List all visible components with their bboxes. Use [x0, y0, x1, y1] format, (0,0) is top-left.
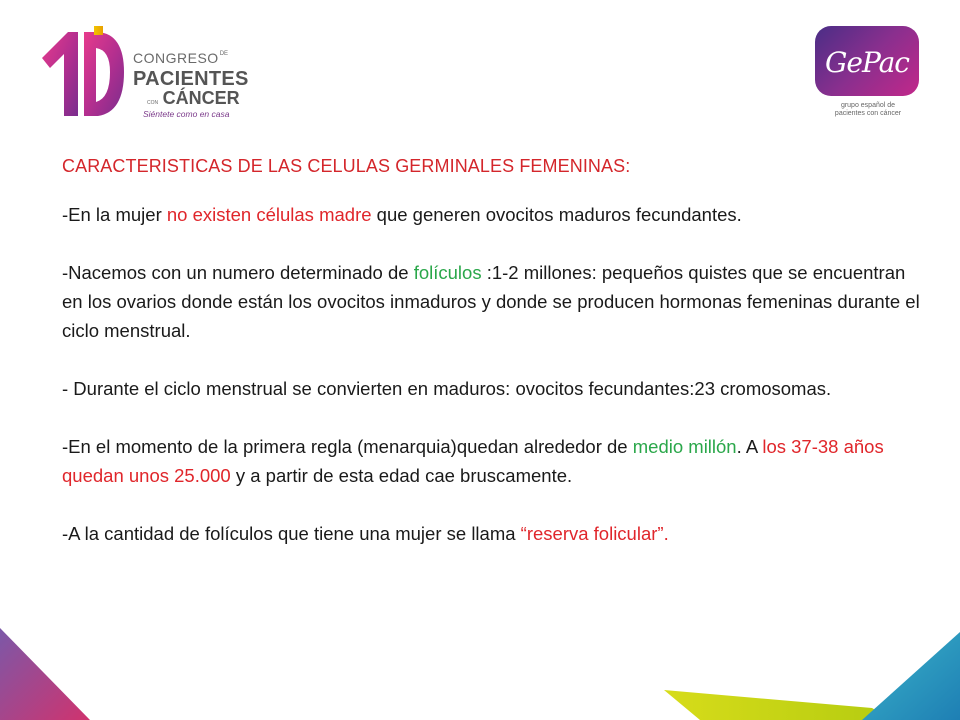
p3-text: - Durante el ciclo menstrual se convierten en maduros: ovocitos fecundantes:23 cromosomas. [62, 378, 832, 399]
p1-text-c: que generen ovocitos maduros fecundantes. [371, 204, 742, 225]
logo-tagline: Siéntete como en casa [143, 109, 230, 119]
p5-highlight: “reserva folicular”. [520, 523, 669, 544]
p4-text-a: -En el momento de la primera regla (menarquia)quedan alrededor de [62, 436, 633, 457]
p4-highlight-green: medio millón [632, 436, 737, 457]
p5-text-a: -A la cantidad de folículos que tiene una mujer se llama [62, 523, 521, 544]
logo-cancer: CÁNCER [162, 88, 240, 108]
congreso-logo-text [133, 51, 249, 119]
gepac-subtitle-line2: pacientes con cáncer [834, 110, 902, 118]
p2-text-c: :1-2 millones: pequeños quistes que se encuentran en los ovarios donde están los ovocitos inmaduros y donde se producen hormonas femeninas durante el ciclo menstrual. [62, 262, 920, 341]
paragraph-4 [62, 432, 922, 490]
gepac-wordmark: GePac [825, 46, 909, 79]
bottom-yellow-shape [664, 690, 892, 720]
p1-text-a: -En la mujer [62, 204, 167, 225]
p2-text-a: -Nacemos con un numero determinado de [62, 262, 414, 283]
p1-highlight: no existen células madre [166, 204, 372, 225]
logo-pacientes: PACIENTES [133, 68, 249, 90]
p4-highlight-red: los 37-38 años quedan unos 25.000 [62, 436, 884, 486]
number-10-logo-icon [38, 24, 133, 124]
gepac-subtitle-line1: grupo español de [840, 102, 896, 109]
bottom-left-triangle [0, 628, 90, 720]
slide-content [62, 152, 922, 577]
logo-con: CON [147, 100, 159, 106]
congreso-logo [38, 24, 258, 124]
gepac-logo [812, 26, 924, 122]
p4-text-e: y a partir de esta edad cae bruscamente. [230, 465, 573, 486]
paragraph-1 [62, 200, 922, 229]
logo-de: DE [219, 51, 229, 57]
gepac-logo-box [815, 26, 919, 96]
paragraph-5 [62, 519, 922, 548]
logo-congreso: CONGRESO [133, 50, 219, 66]
slide-heading: CARACTERISTICAS DE LAS CELULAS GERMINALES FEMENINAS: [62, 156, 631, 176]
paragraph-2 [62, 258, 922, 345]
gepac-subtitle [812, 102, 924, 119]
p4-text-c: . A [736, 436, 763, 457]
paragraph-3 [62, 374, 922, 403]
p2-highlight: folículos [413, 262, 482, 283]
bottom-right-triangle [862, 632, 960, 720]
